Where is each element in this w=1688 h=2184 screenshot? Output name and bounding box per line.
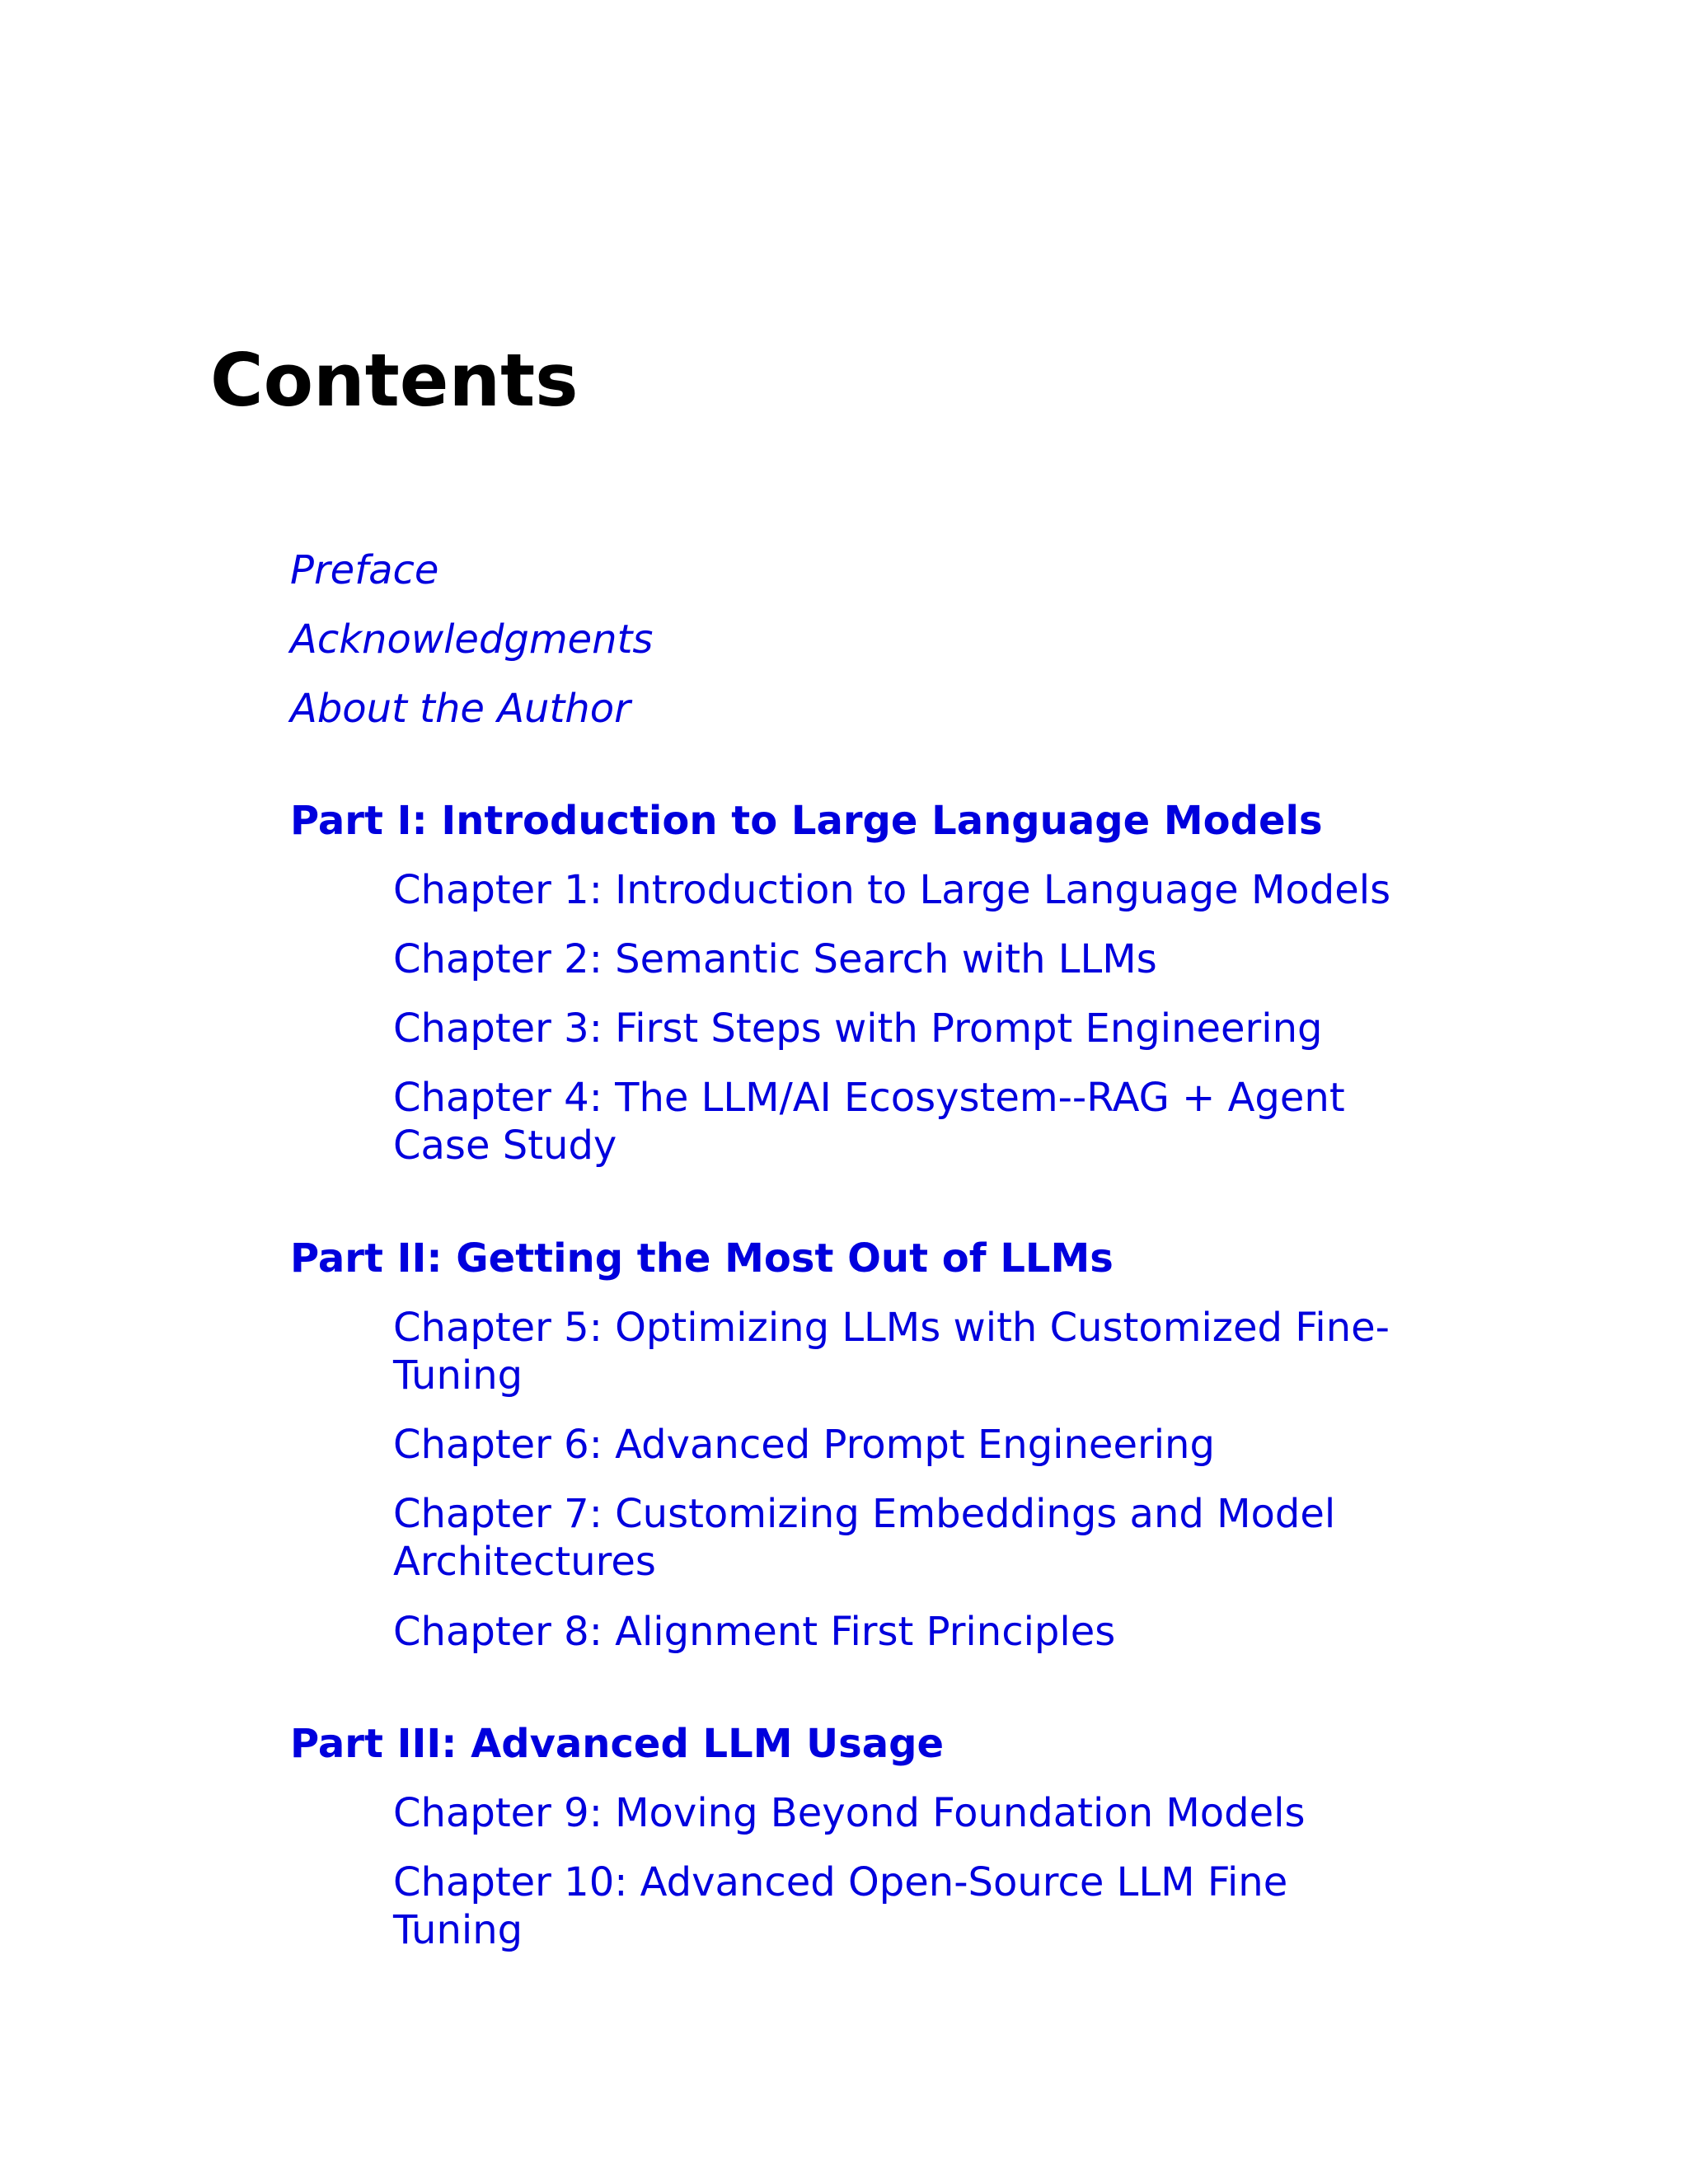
toc-link-chapter-5[interactable]: Chapter 5: Optimizing LLMs with Customized Fine-Tuning bbox=[393, 1305, 1390, 1399]
toc-link-part-3[interactable]: Part III: Advanced LLM Usage bbox=[290, 1721, 945, 1767]
toc-link-chapter-6[interactable]: Chapter 6: Advanced Prompt Engineering bbox=[393, 1422, 1215, 1468]
toc-link-chapter-9[interactable]: Chapter 9: Moving Beyond Foundation Models bbox=[393, 1790, 1306, 1836]
page-title: Contents bbox=[210, 338, 579, 423]
toc-link-chapter-10[interactable]: Chapter 10: Advanced Open-Source LLM Fine Tuning bbox=[393, 1859, 1288, 1953]
toc-link-part-1[interactable]: Part I: Introduction to Large Language Models bbox=[290, 798, 1323, 844]
toc-link-chapter-2[interactable]: Chapter 2: Semantic Search with LLMs bbox=[393, 936, 1157, 982]
toc-link-chapter-4[interactable]: Chapter 4: The LLM/AI Ecosystem--RAG + Agent Case Study bbox=[393, 1075, 1345, 1169]
toc-link-chapter-3[interactable]: Chapter 3: First Steps with Prompt Engineering bbox=[393, 1005, 1323, 1052]
toc-link-chapter-8[interactable]: Chapter 8: Alignment First Principles bbox=[393, 1609, 1116, 1655]
toc-link-chapter-7[interactable]: Chapter 7: Customizing Embeddings and Model Architectures bbox=[393, 1491, 1336, 1585]
toc-link-part-2[interactable]: Part II: Getting the Most Out of LLMs bbox=[290, 1235, 1114, 1282]
toc-link-acknowledgments[interactable]: Acknowledgments bbox=[290, 616, 654, 663]
toc-link-chapter-1[interactable]: Chapter 1: Introduction to Large Language Models bbox=[393, 867, 1391, 913]
toc-link-preface[interactable]: Preface bbox=[290, 547, 439, 593]
toc-link-about-the-author[interactable]: About the Author bbox=[290, 686, 631, 732]
